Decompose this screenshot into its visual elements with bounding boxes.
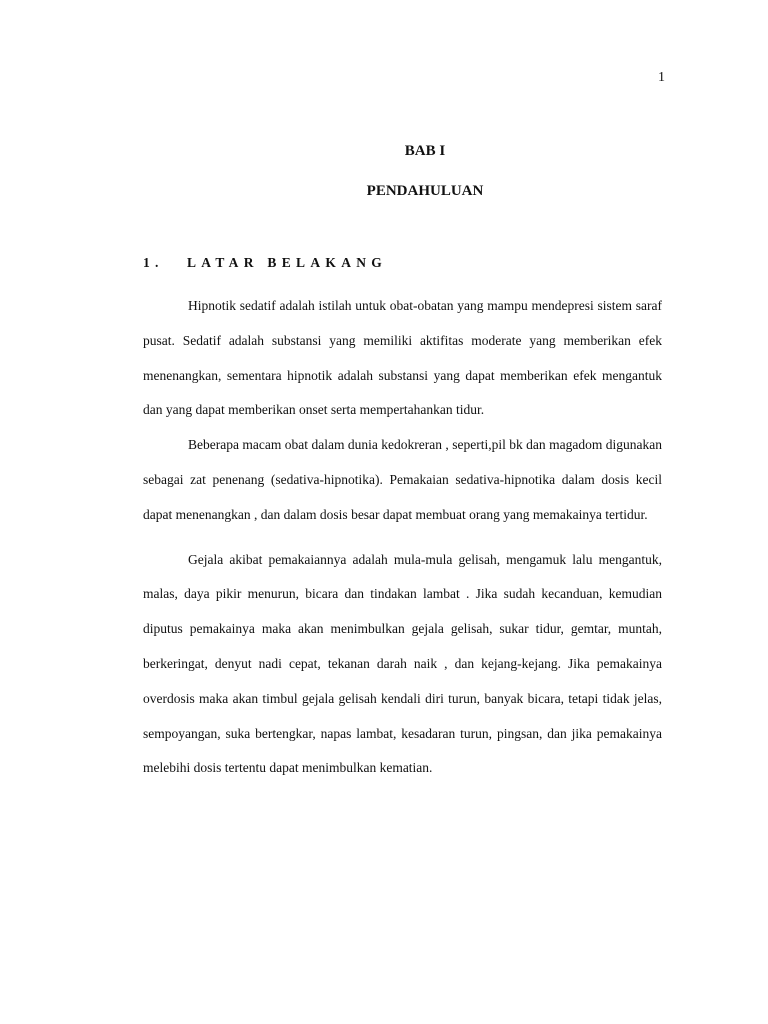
- body-text: [143, 289, 662, 786]
- section-heading: [143, 255, 387, 271]
- chapter-title: PENDAHULUAN: [366, 183, 484, 199]
- section-number: 1.: [143, 255, 164, 270]
- paragraph-2: Beberapa macam obat dalam dunia kedokreran , seperti,pil bk dan magadom digunakan sebagai zat penenang (sedativa-hipnotika). Pemakaian sedativa-hipnotika dalam dosis kecil dapat menenangkan , dan dalam dosis besar dapat membuat orang yang memakainya tertidur.: [143, 437, 662, 522]
- paragraph-1: Hipnotik sedatif adalah istilah untuk obat-obatan yang mampu mendepresi sistem saraf pusat. Sedatif adalah substansi yang memiliki aktifitas moderate yang memberikan efek menenangkan, sementara hipnotik adalah substansi yang dapat memberikan efek mengantuk dan yang dapat memberikan onset serta mempertahankan tidur.: [143, 298, 662, 418]
- paragraph-3: Gejala akibat pemakaiannya adalah mula-mula gelisah, mengamuk lalu mengantuk, malas, daya pikir menurun, bicara dan tindakan lambat . Jika sudah kecanduan, kemudian diputus pemakainya maka akan menimbulkan gejala gelisah, sukar tidur, gemtar, muntah, berkeringat, denyut nadi cepat, tekanan darah naik , dan kejang-kejang. Jika pemakainya overdosis maka akan timbul gejala gelisah kendali diri turun, banyak bicara, tetapi tidak jelas, sempoyangan, suka bertengkar, napas lambat, kesadaran turun, pingsan, dan jika pemakainya melebihi dosis tertentu dapat menimbulkan kematian.: [143, 551, 662, 776]
- section-title: LATAR BELAKANG: [187, 255, 388, 270]
- chapter-number: BAB I: [404, 143, 446, 159]
- page-number: 1: [658, 70, 665, 85]
